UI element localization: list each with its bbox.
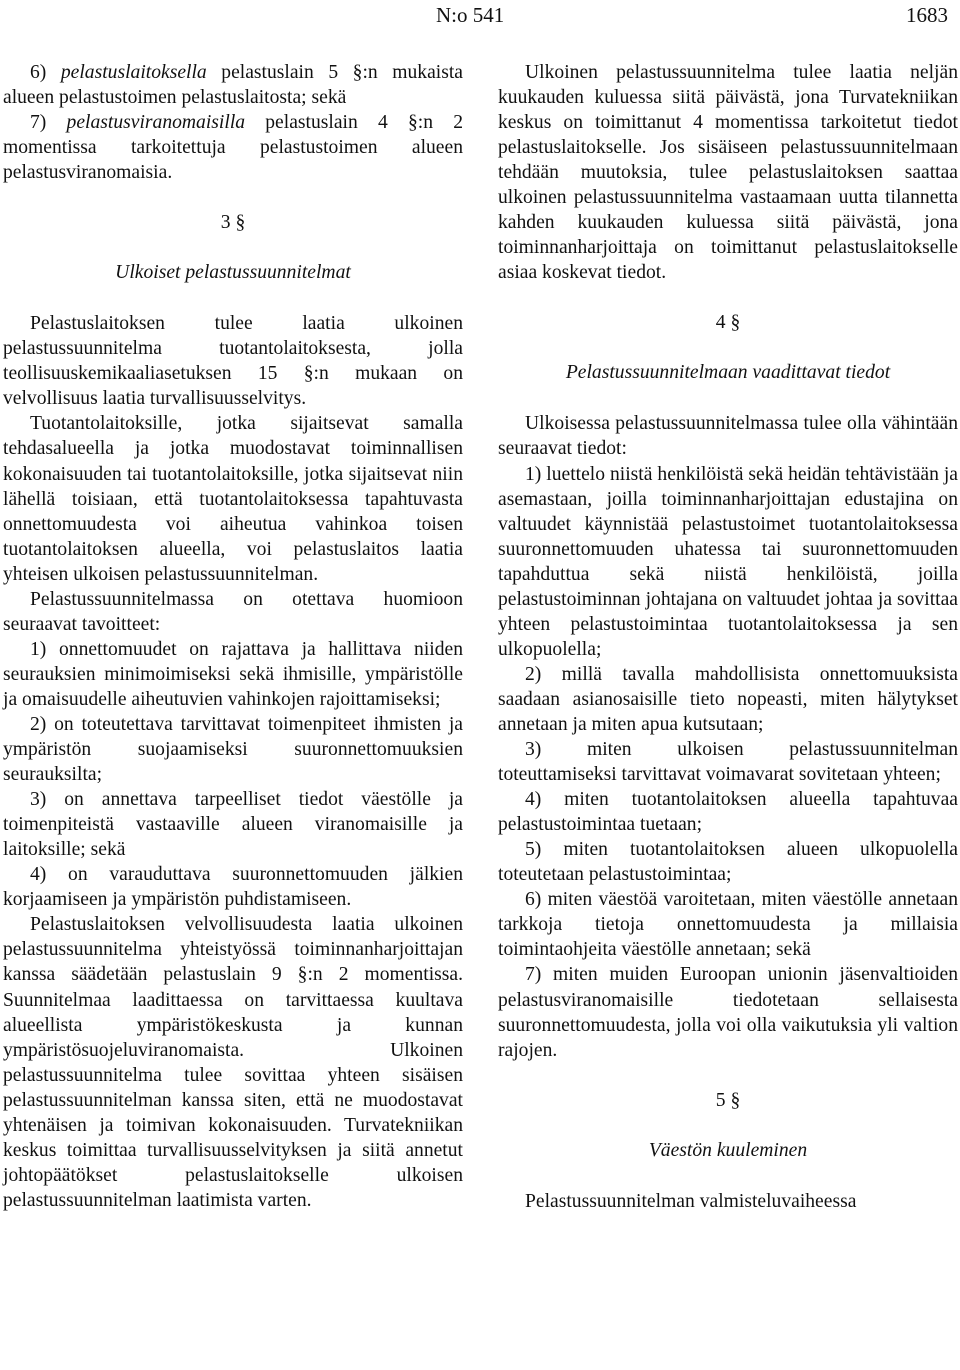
list-item: 7) miten muiden Euroopan unionin jäsenvaltioiden pelastusviranomaisille tiedotetaan sellaisesta suuronnettomuudesta, jolla voi olla vaikutuksia yli valtion rajojen. [498, 964, 958, 1061]
right-column [498, 60, 958, 1214]
paragraph: Pelastuslaitoksen tulee laatia ulkoinen pelastussuunnitelma tuotantolaitoksesta, jolla teollisuuskemikaaliasetuksen 15 §:n mukaan on velvollisuus laatia turvallisuusselvitys. [3, 313, 463, 410]
definition-6: 6) pelastuslaitoksella pelastuslain 5 §:n mukaista alueen pelastustoimen pelastuslaitosta; sekä [3, 62, 463, 109]
paragraph: Tuotantolaitoksille, jotka sijaitsevat samalla tehdasalueella ja jotka muodostavat toiminnallisen kokonaisuuden tai tuotantolaitoksille, jotka sijaitsevat niin lähellä toisiaan, että tuotantolaitoksessa tapahtuvasta onnettomuudesta voi aiheutua vahinkoa toisen tuotantolaitoksen alueella, voi pelastuslaitos laatia yhteisen ulkoisen pelastussuunnitelman. [3, 413, 463, 585]
paragraph: Ulkoisessa pelastussuunnitelmassa tulee olla vähintään seuraavat tiedot: [498, 413, 958, 460]
issue-number: N:o 541 [436, 3, 505, 27]
page-number: 1683 [906, 3, 948, 27]
list-item: 4) miten tuotantolaitoksen alueella tapahtuvaa pelastustoimintaa tuetaan; [498, 789, 958, 836]
list-item: 5) miten tuotantolaitoksen alueen ulkopuolella toteutetaan pelastustoimintaa; [498, 839, 958, 886]
list-item: 2) millä tavalla mahdollisista onnettomuuksista saadaan asianosaisille tieto nopeasti, miten hälytykset annetaan ja miten apua kutsutaan; [498, 663, 958, 735]
list-item: 3) miten ulkoisen pelastussuunnitelman toteuttamiseksi tarvittavat voimavarat sovitetaan yhteen; [498, 739, 958, 786]
paragraph: Pelastuslaitoksen velvollisuudesta laatia ulkoinen pelastussuunnitelma yhteistyössä toiminnanharjoittajan kanssa säädetään pelastuslain 9 §:n 2 momentissa. Suunnitelmaa laadittaessa on tarvittaessa kuultava alueellista ympäristökeskusta ja kunnan ympäristösuojeluviranomaista. Ulkoinen pelastussuunnitelma tulee sovittaa yhteen sisäisen pelastussuunnitelman kanssa siten, että ne muodostavat yhtenäisen ja toimivan kokonaisuuden. Turvatekniikan keskus toimittaa turvallisuusselvityksen ja siitä annetut johtopäätökset pelastuslaitokselle ulkoisen pelastussuunnitelman laatimista varten. [3, 914, 463, 1211]
definition-7: 7) pelastusviranomaisilla pelastuslain 4 §:n 2 momentissa tarkoitettuja pelastustoimen alueen pelastusviranomaisia. [3, 112, 463, 184]
left-column [3, 60, 463, 1213]
list-item: 6) miten väestöä varoitetaan, miten väestölle annetaan tarkkoja tietoja onnettomuudesta ja millaisia toimintaohjeita väestölle annetaan; sekä [498, 889, 958, 961]
section-3-number: 3 § [220, 212, 246, 234]
section-4-number: 4 § [715, 312, 741, 334]
list-item: 2) on toteutettava tarvittavat toimenpiteet ihmisten ja ympäristön suojaamiseksi suuronnettomuuksien seurauksilta; [3, 713, 463, 786]
section-5-number: 5 § [715, 1089, 741, 1111]
list-item: 1) onnettomuudet on rajattava ja hallittava niiden seurauksien minimoimiseksi sekä ihmisille, ympäristölle ja omaisuudelle aiheutuvien vahinkojen rajoittamiseksi; [3, 638, 463, 710]
paragraph: Pelastussuunnitelmassa on otettava huomioon seuraavat tavoitteet: [3, 588, 463, 635]
defined-term: pelastusviranomaisilla [66, 112, 246, 134]
defined-term: pelastuslaitoksella [60, 62, 207, 83]
page-header [0, 0, 960, 30]
paragraph: Ulkoinen pelastussuunnitelma tulee laatia neljän kuukauden kuluessa siitä päivästä, jona Turvatekniikan keskus on toimittanut 4 momentissa tarkoitetut tiedot pelastuslaitokselle. Jos sisäiseen pelastussuunnitelmaan tehdään muutoksia, tulee pelastuslaitoksen saattaa ulkoinen pelastussuunnitelma vastaamaan uutta tilannetta kahden kuukauden kuluessa siitä päivästä, jona toiminnanharjoittaja on toimittanut pelastuslaitokselle asiaa koskevat tiedot. [498, 62, 958, 284]
list-item: 4) on varauduttava suuronnettomuuden jälkien korjaamiseen ja ympäristön puhdistamiseen. [3, 864, 463, 911]
section-5-title: Väestön kuuleminen [648, 1139, 808, 1161]
section-3-title: Ulkoiset pelastussuunnitelmat [115, 262, 351, 284]
paragraph: Pelastussuunnitelman valmisteluvaiheessa [525, 1190, 857, 1212]
list-item: 3) on annettava tarpeelliset tiedot väestölle ja toimenpiteistä vastaaville alueen viranomaisille ja laitoksille; sekä [3, 789, 463, 861]
section-4-title: Pelastussuunnitelmaan vaadittavat tiedot [565, 362, 891, 384]
list-item: 1) luettelo niistä henkilöistä sekä heidän tehtävistään ja asemastaan, joilla toiminnanharjoittajan edustajina on valtuudet käynnistää pelastustoimet tuotantolaitoksessa suuronnettomuuden uhatessa tai suuronnettomuuden tapahduttua sekä niistä henkilöistä, joilla pelastustoiminnan johtajana on valtuudet johtaa ja sovittaa yhteen pelastustoimintaa tuotantolaitoksessa ja sen ulkopuolella; [498, 463, 958, 660]
